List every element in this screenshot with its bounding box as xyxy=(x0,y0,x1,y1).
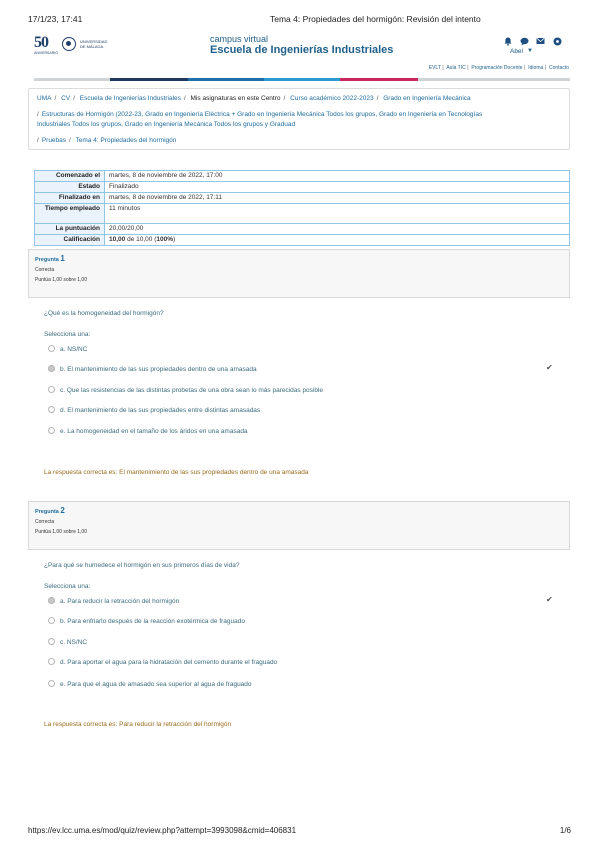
radio-button[interactable] xyxy=(48,680,55,687)
uma-seal-icon xyxy=(62,37,76,51)
summary-row xyxy=(35,171,570,182)
question-number: Pregunta 2 xyxy=(35,506,65,515)
page-number: 1/6 xyxy=(559,826,571,835)
check-icon: ✔ xyxy=(546,363,553,372)
color-bar-segment xyxy=(264,78,340,81)
grade-value: 10,00 xyxy=(109,236,126,243)
check-icon: ✔ xyxy=(546,595,553,604)
site-header xyxy=(34,34,569,64)
summary-key: Estado xyxy=(35,182,105,193)
summary-value: Finalizado xyxy=(105,182,570,193)
answer-option[interactable]: d. Para aportar el agua para la hidratación del cemento durante el fraguado xyxy=(48,658,277,668)
link-contacto[interactable]: Contacto xyxy=(548,65,569,71)
radio-button[interactable] xyxy=(48,427,55,434)
breadcrumb xyxy=(28,88,570,150)
grade-end: ) xyxy=(172,236,176,243)
color-bar-segment xyxy=(34,78,110,81)
radio-button[interactable] xyxy=(48,406,55,413)
summary-key: Finalizado en xyxy=(35,193,105,204)
color-bar-segment xyxy=(110,78,188,81)
radio-button[interactable] xyxy=(48,617,55,624)
radio-button[interactable] xyxy=(48,386,55,393)
radio-button-selected[interactable] xyxy=(48,597,55,604)
question-info xyxy=(28,249,570,298)
answer-option[interactable]: e. Para que el agua de amasado sea superior al agua de fraguado xyxy=(48,680,252,690)
user-name[interactable]: Abel xyxy=(509,48,523,55)
question-text: ¿Qué es la homogeneidad del hormigón? xyxy=(44,310,164,317)
question-prompt: Selecciona una: xyxy=(44,583,91,590)
summary-value: martes, 8 de noviembre de 2022, 17:00 xyxy=(105,171,570,182)
summary-key: Tiempo empleado xyxy=(35,204,105,224)
color-bar xyxy=(34,78,570,81)
logo-50: 50 xyxy=(34,34,48,51)
summary-value xyxy=(105,235,570,246)
print-url: https://ev.lcc.uma.es/mod/quiz/review.php?attempt=3993098&cmid=406831 xyxy=(28,826,297,835)
print-header xyxy=(28,14,571,26)
summary-key: Calificación xyxy=(35,235,105,246)
link-programacion-docente[interactable]: Programación Docente xyxy=(471,65,523,71)
answer-option[interactable]: a. NS/NC xyxy=(48,345,87,355)
radio-button[interactable] xyxy=(48,658,55,665)
print-title: Tema 4: Propiedades del hormigón: Revisión del intento xyxy=(270,14,481,24)
breadcrumb-line-1: UMA / CV / Escuela de Ingenierías Industriales / Mis asignaturas en este Centro / Curso académico 2022-2023 / Grado en Ingeniería Mecánica xyxy=(37,95,471,102)
bell-icon[interactable] xyxy=(503,37,513,48)
correct-answer-feedback: La respuesta correcta es: Para reducir la retracción del hormigón xyxy=(44,721,232,728)
mail-icon[interactable] xyxy=(536,37,546,47)
attempt-summary-table xyxy=(34,170,570,246)
grade-mid: de 10,00 ( xyxy=(125,236,157,243)
summary-row xyxy=(35,224,570,235)
answer-option[interactable]: d. El mantenimiento de las sus propiedades entre distintas amasadas xyxy=(48,406,260,416)
campus-label: campus virtual xyxy=(210,34,269,44)
question-status: Correcta xyxy=(35,267,55,273)
breadcrumb-uma[interactable]: UMA xyxy=(37,95,52,102)
answer-option[interactable]: c. Que las resistencias de las distintas probetas de una obra sean lo más parecidas posible xyxy=(48,386,323,396)
breadcrumb-tema[interactable]: Tema 4: Propiedades del hormigón xyxy=(75,137,177,144)
summary-value: 20,00/20,00 xyxy=(105,224,570,235)
color-bar-segment xyxy=(418,78,570,81)
radio-button[interactable] xyxy=(48,638,55,645)
link-evlt[interactable]: EVLT xyxy=(428,65,441,71)
breadcrumb-curso[interactable]: Curso académico 2022-2023 xyxy=(290,95,374,102)
summary-value: martes, 8 de noviembre de 2022, 17:11 xyxy=(105,193,570,204)
breadcrumb-cv[interactable]: CV xyxy=(61,95,71,102)
breadcrumb-mis-asignaturas: Mis asignaturas en este Centro xyxy=(190,95,281,102)
summary-key: Comenzado el xyxy=(35,171,105,182)
answer-option[interactable]: b. El mantenimiento de las sus propiedades dentro de una amasada xyxy=(48,365,257,375)
school-title[interactable]: Escuela de Ingenierías Industriales xyxy=(210,44,394,56)
breadcrumb-pruebas[interactable]: Pruebas xyxy=(41,137,67,144)
answer-option[interactable]: c. NS/NC xyxy=(48,638,87,648)
top-links: EVLT | Aula TIC | Programación Docente | Idioma | Contacto xyxy=(428,65,569,71)
link-idioma[interactable]: Idioma xyxy=(528,65,544,71)
question-number: Pregunta 1 xyxy=(35,254,65,263)
breadcrumb-course[interactable]: Estructuras de Hormigón (2022-23, Grado en Ingeniería Eléctrica + Grado en Ingeniería Mecánica Todos los grupos, Grado en Ingeniería en Tecnologías xyxy=(41,111,483,118)
correct-answer-feedback: La respuesta correcta es: El mantenimiento de las sus propiedades dentro de una amasada xyxy=(44,469,309,476)
settings-icon[interactable] xyxy=(552,37,562,48)
summary-row xyxy=(35,235,570,246)
summary-value: 11 minutos xyxy=(105,204,570,224)
color-bar-segment xyxy=(188,78,264,81)
summary-row xyxy=(35,204,570,224)
summary-row xyxy=(35,193,570,204)
question-prompt: Selecciona una: xyxy=(44,331,91,338)
breadcrumb-line-3 xyxy=(37,120,295,131)
breadcrumb-grado[interactable]: Grado en Ingeniería Mecánica xyxy=(383,95,471,102)
breadcrumb-course-cont[interactable]: Industriales Todos los grupos, Grado en Ingeniería Mecánica Todos los grupos y Graduad xyxy=(37,121,296,128)
question-score: Puntúa 1,00 sobre 1,00 xyxy=(35,277,87,283)
summary-row xyxy=(35,182,570,193)
uma-logo[interactable] xyxy=(34,34,114,58)
grade-percent: 100% xyxy=(156,236,173,243)
question-status: Correcta xyxy=(35,519,55,525)
answer-option[interactable]: a. Para reducir la retracción del hormigón xyxy=(48,597,179,607)
answer-option[interactable]: e. La homogeneidad en el tamaño de los áridos en una amasada xyxy=(48,427,248,437)
chevron-down-icon[interactable]: ▼ xyxy=(527,48,533,54)
question-text: ¿Para qué se humedece el hormigón en sus primeros días de vida? xyxy=(44,562,240,569)
color-bar-segment xyxy=(340,78,418,81)
breadcrumb-line-2: / Estructuras de Hormigón (2022-23, Grado en Ingeniería Eléctrica + Grado en Ingeniería Mecánica Todos los grupos, Grado en Ingeniería en Tecnologías xyxy=(37,111,483,118)
print-date: 17/1/23, 17:41 xyxy=(28,14,83,24)
question-info xyxy=(28,501,570,550)
logo-50-sub: ANIVERSARIO xyxy=(34,51,58,55)
link-aula-tic[interactable]: Aula TIC xyxy=(446,65,466,71)
radio-button-selected[interactable] xyxy=(48,365,55,372)
summary-key: La puntuación xyxy=(35,224,105,235)
logo-text: UNIVERSIDAD DE MÁLAGA xyxy=(80,39,108,49)
answer-option[interactable]: b. Para enfriarlo después de la reacción exotérmica de fraguado xyxy=(48,617,245,627)
chat-icon[interactable] xyxy=(519,37,529,48)
radio-button[interactable] xyxy=(48,345,55,352)
breadcrumb-escuela[interactable]: Escuela de Ingenierías Industriales xyxy=(79,95,181,102)
question-score: Puntúa 1,00 sobre 1,00 xyxy=(35,529,87,535)
print-footer xyxy=(28,826,571,838)
breadcrumb-line-4: / Pruebas / Tema 4: Propiedades del hormigón xyxy=(37,137,177,144)
